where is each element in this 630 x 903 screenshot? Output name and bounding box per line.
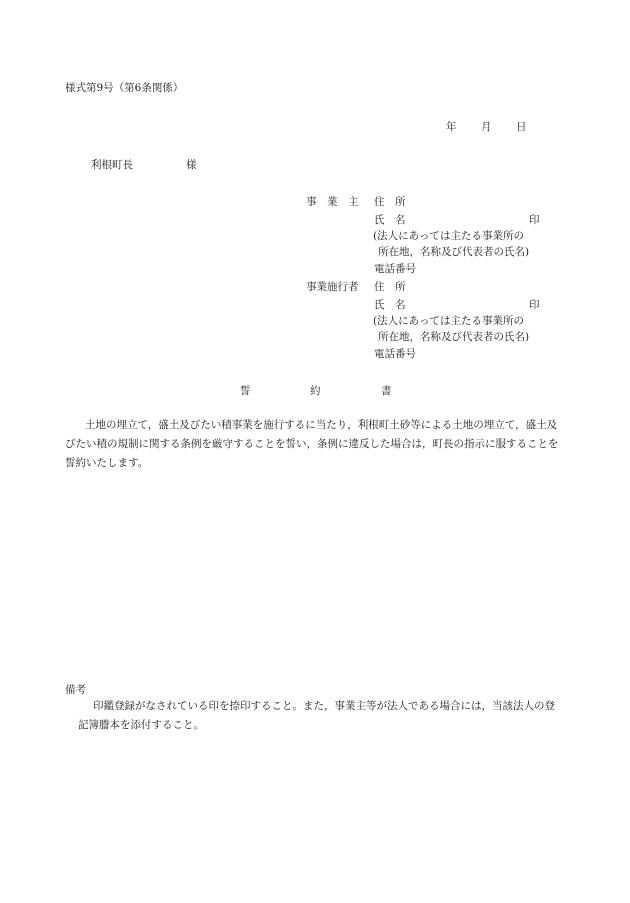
remarks-heading: 備考 bbox=[65, 684, 86, 696]
date-month: 月 bbox=[481, 121, 492, 133]
remarks-text: 印鑑登録がなされている印を捺印すること。また，事業主等が法人である場合には，当該法人の登記簿謄本を添付すること。 bbox=[78, 700, 555, 731]
contractor-label: 事業施行者 bbox=[306, 281, 359, 293]
addressee-honorific: 様 bbox=[186, 159, 197, 171]
addressee-name: 利根町長 bbox=[91, 159, 133, 171]
business-owner-corp-note-2: 所在地，名称及び代表者の氏名) bbox=[378, 246, 530, 258]
contractor-corp-note-2: 所在地，名称及び代表者の氏名) bbox=[378, 331, 530, 343]
contractor-address-label: 住 所 bbox=[374, 281, 406, 293]
title-char-2: 約 bbox=[310, 385, 321, 397]
contractor-seal: 印 bbox=[529, 299, 540, 311]
business-owner-corp-note-1: (法人にあっては主たる事業所の bbox=[373, 230, 524, 242]
business-owner-label: 事 業 主 bbox=[306, 196, 359, 208]
contractor-corp-note-1: (法人にあっては主たる事業所の bbox=[373, 315, 524, 327]
title-char-1: 誓 bbox=[240, 385, 251, 397]
business-owner-phone-label: 電話番号 bbox=[374, 263, 416, 275]
business-owner-address-label: 住 所 bbox=[374, 196, 406, 208]
contractor-name-label: 氏 名 bbox=[374, 299, 406, 311]
form-number: 様式第9号（第6条関係） bbox=[65, 82, 184, 94]
pledge-body: 土地の埋立て，盛土及びたい積事業を施行するに当たり，利根町土砂等による土地の埋立て，盛土及びたい積の規制に関する条例を厳守することを誓い，条例に違反した場合は，町長の指示に服することを誓約いたします。 bbox=[65, 419, 559, 469]
title-char-3: 書 bbox=[381, 385, 392, 397]
business-owner-name-label: 氏 名 bbox=[374, 214, 406, 226]
date-day: 日 bbox=[516, 121, 527, 133]
contractor-phone-label: 電話番号 bbox=[374, 348, 416, 360]
business-owner-seal: 印 bbox=[529, 214, 540, 226]
date-year: 年 bbox=[446, 121, 457, 133]
